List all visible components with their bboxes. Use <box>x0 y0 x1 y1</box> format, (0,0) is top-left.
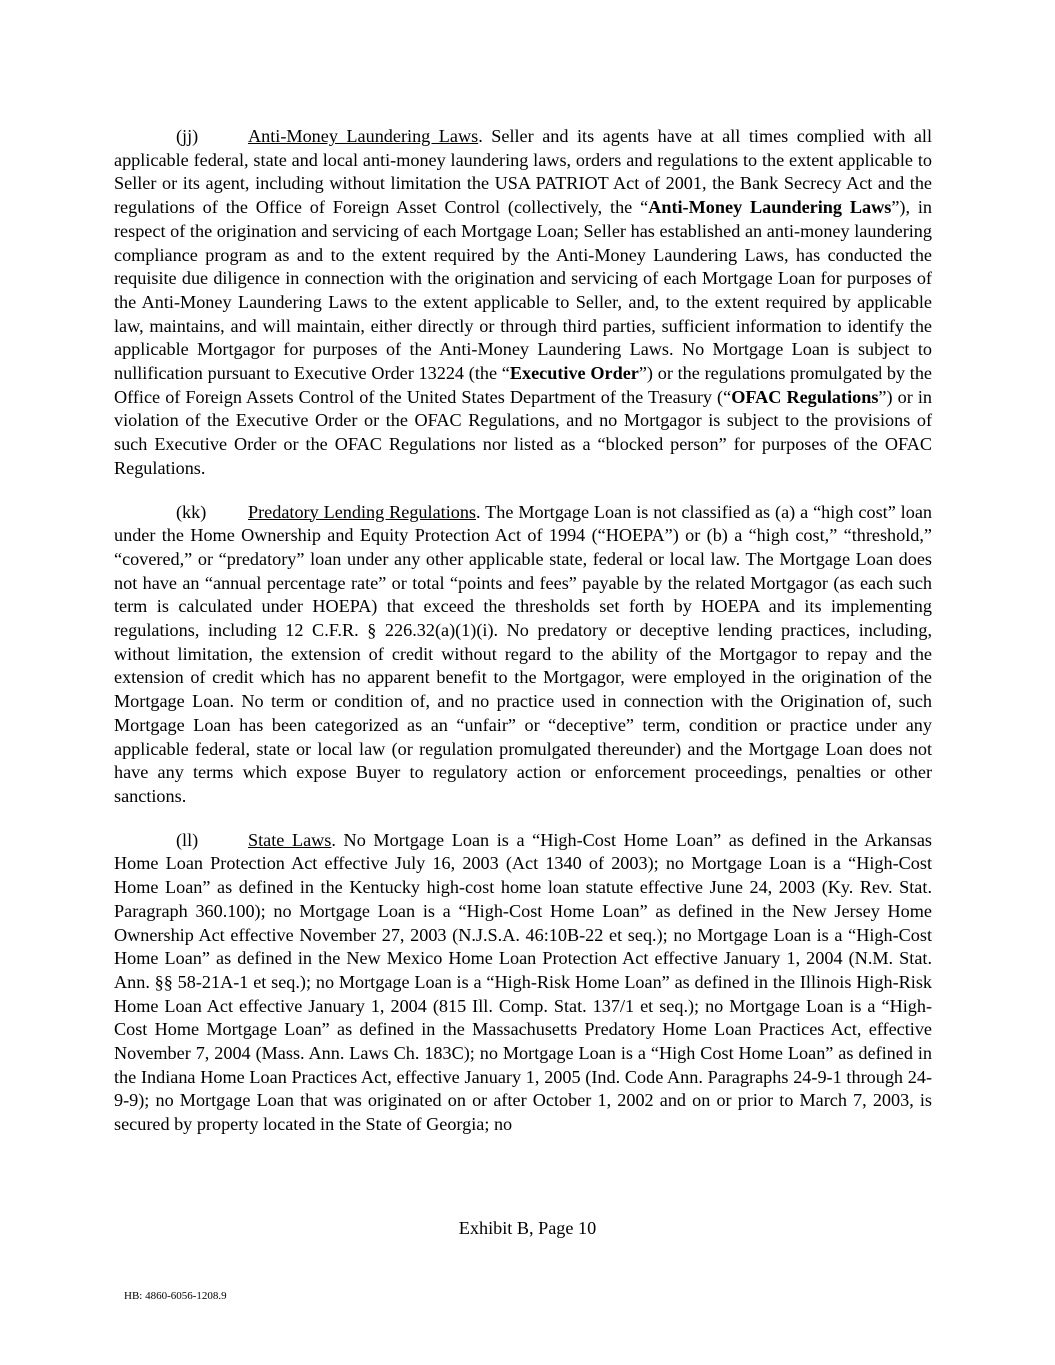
paragraph-text: ”) or in violation of the Executive Order or the OFAC Regulations, and no Mortgagor is subject to the provisions of such Executive Order or the OFAC Regulations nor listed as a “blocked person” for purposes of the OFAC Regulations. <box>114 386 932 478</box>
paragraph-marker: (ll) <box>176 829 199 850</box>
paragraph-text: ”) or the regulations promulgated by the Office of Foreign Assets Control of the United States Department of the Treasury (“ <box>114 363 932 407</box>
paragraph-ll <box>114 829 932 1137</box>
paragraph-kk <box>114 501 932 809</box>
defined-term: OFAC Regulations <box>731 386 879 407</box>
paragraph-text: . No Mortgage Loan is a “High-Cost Home Loan” as defined in the Arkansas Home Loan Protection Act effective July 16, 2003 (Act 1340 of 2003); no Mortgage Loan is a “High-Cost Home Loan” as defined in the Kentucky high-cost home loan statute effective June 24, 2003 (Ky. Rev. Stat. Paragraph 360.100); no Mortgage Loan is a “High-Cost Home Loan” as defined in the New Jersey Home Ownership Act effective November 27, 2003 (N.J.S.A. 46:10B-22 et seq.); no Mortgage Loan is a “High-Cost Home Loan” as defined in the New Mexico Home Loan Protection Act effective January 1, 2004 (N.M. Stat. Ann. §§ 58-21A-1 et seq.); no Mortgage Loan is a “High-Risk Home Loan” as defined in the Illinois High-Risk Home Loan Act effective January 1, 2004 (815 Ill. Comp. Stat. 137/1 et seq.); no Mortgage Loan is a “High-Cost Home Mortgage Loan” as defined in the Massachusetts Predatory Home Loan Practices Act, effective November 7, 2004 (Mass. Ann. Laws Ch. 183C); no Mortgage Loan is a “High Cost Home Loan” as defined in the Indiana Home Loan Practices Act, effective January 1, 2005 (Ind. Code Ann. Paragraphs 24-9-1 through 24-9-9); no Mortgage Loan that was originated on or after October 1, 2002 and on or prior to March 7, 2003, is secured by property located in the State of Georgia; no <box>114 829 932 1135</box>
paragraph-marker: (kk) <box>176 501 207 522</box>
paragraph-marker: (jj) <box>176 126 199 146</box>
paragraph-heading: Predatory Lending Regulations <box>248 501 477 522</box>
page-number-label: Exhibit B, Page 10 <box>458 1218 597 1238</box>
document-id: HB: 4860-6056-1208.9 <box>124 1290 227 1302</box>
paragraph-text: . The Mortgage Loan is not classified as (a) a “high cost” loan under the Home Ownership and Equity Protection Act of 1994 (“HOEPA”) or (b) a “high cost,” “threshold,” “covered,” or “predatory” loan under any other applicable state, federal or local law. The Mortgage Loan does not have an “annual percentage rate” or total “points and fees” payable by the related Mortgagor (as each such term is calculated under HOEPA) that exceed the thresholds set forth by HOEPA and its implementing regulations, including 12 C.F.R. § 226.32(a)(1)(i). No predatory or deceptive lending practices, including, without limitation, the extension of credit without regard to the ability of the Mortgagor to repay and the extension of credit which has no apparent benefit to the Mortgagor, were employed in the origination of the Mortgage Loan. No term or condition of, and no practice used in connection with the Origination of, such Mortgage Loan has been categorized as an “unfair” or “deceptive” term, condition or practice under any applicable federal, state or local law (or regulation promulgated thereunder) and the Mortgage Loan does not have any terms which expose Buyer to regulatory action or enforcement proceedings, penalties or other sanctions. <box>114 501 932 806</box>
paragraph-text: ”), in respect of the origination and servicing of each Mortgage Loan; Seller has established an anti-money laundering compliance program as and to the extent required by the Anti-Money Laundering Laws, has conducted the requisite due diligence in connection with the origination and servicing of each Mortgage Loan for purposes of the Anti-Money Laundering Laws to the extent applicable to Seller, and, to the extent required by applicable law, maintains, and will maintain, either directly or through third parties, sufficient information to identify the applicable Mortgagor for purposes of the Anti-Money Laundering Laws. No Mortgage Loan is subject to nullification pursuant to Executive Order 13224 (the “ <box>114 197 932 384</box>
paragraph-heading: Anti-Money Laundering Laws <box>248 126 479 146</box>
paragraph-heading: State Laws <box>248 829 332 850</box>
defined-term: Anti-Money Laundering Laws <box>648 197 892 218</box>
paragraph-text: . Seller and its agents have at all times complied with all applicable federal, state and local anti-money laundering laws, orders and regulations to the extent applicable to Seller or its agent, including without limitation the USA PATRIOT Act of 2001, the Bank Secrecy Act and the regulations of the Office of Foreign Asset Control (collectively, the “ <box>114 126 932 218</box>
defined-term: Executive Order <box>509 363 639 384</box>
document-body <box>114 125 932 1157</box>
paragraph-jj <box>114 125 932 481</box>
